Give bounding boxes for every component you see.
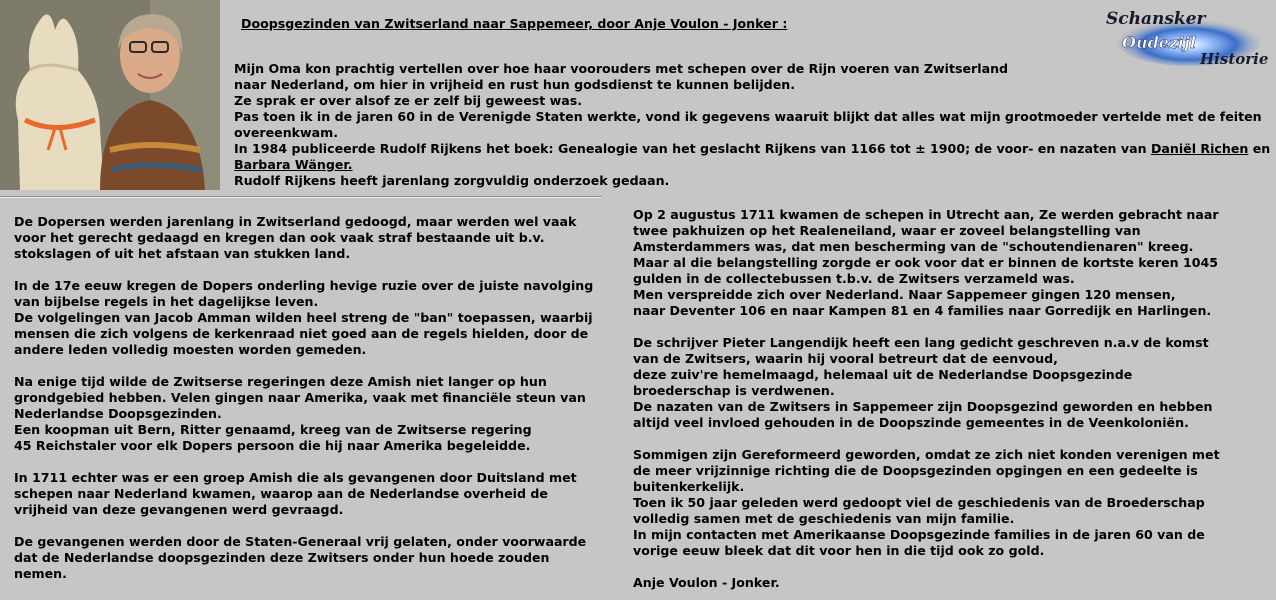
intro-line: overeenkwam. <box>234 125 339 140</box>
text-line: De nazaten van de Zwitsers in Sappemeer zijn Doopsgezind geworden en hebben <box>633 399 1213 414</box>
text-line: deze zuiv're hemelmaagd, helemaal uit de Nederlandse Doopsgezinde <box>633 367 1133 382</box>
logo-line-1: Schansker <box>1106 9 1206 29</box>
paragraph-gap <box>633 559 1263 575</box>
text-line: 45 Reichstaler voor elk Dopers persoon die hij naar Amerika begeleidde. <box>14 438 531 453</box>
logo-line-3: Historie <box>1200 50 1269 68</box>
text-line: de meer vrijzinnige richting die de Doopsgezinden opgingen en een gedeelte is <box>633 463 1198 478</box>
text-line: De gevangenen werden door de Staten-Generaal vrij gelaten, onder voorwaarde <box>14 534 587 549</box>
paragraph-gap <box>633 431 1263 447</box>
section-divider <box>0 196 602 198</box>
text-line: nemen. <box>14 566 67 581</box>
text-line: Toen ik 50 jaar geleden werd gedoopt viel de geschiedenis van de Broederschap <box>633 495 1205 510</box>
paragraph-gap <box>633 319 1263 335</box>
daniel-richen-link[interactable]: Daniël Richen <box>1150 141 1249 156</box>
text-line: Sommigen zijn Gereformeerd geworden, omdat ze zich niet konden verenigen met <box>633 447 1220 462</box>
text-line: gulden in de collectebussen t.b.v. de Zwitsers verzameld was. <box>633 271 1075 286</box>
text-line: Na enige tijd wilde de Zwitserse regeringen deze Amish niet langer op hun <box>14 374 547 389</box>
text-line: dat de Nederlandse doopsgezinden deze Zwitsers onder hun hoede zouden <box>14 550 550 565</box>
text-line: In mijn contacten met Amerikaanse Doopsgezinde families in de jaren 60 van de <box>633 527 1205 542</box>
text-line: grondgebied hebben. Velen gingen naar Amerika, vaak met financiële steun van <box>14 390 586 405</box>
text-line: van bijbelse regels in het dagelijkse leven. <box>14 294 319 309</box>
paragraph-gap <box>14 358 604 374</box>
text-line: In 1711 echter was er een groep Amish die als gevangenen door Duitsland met <box>14 470 577 485</box>
page-title: Doopsgezinden van Zwitserland naar Sappemeer, door Anje Voulon - Jonker : <box>241 16 788 31</box>
text-line: Men verspreidde zich over Nederland. Naar Sappemeer gingen 120 mensen, <box>633 287 1176 302</box>
intro-book-and: en <box>1248 141 1271 156</box>
text-line: schepen naar Nederland kwamen, waarop aan de Nederlandse overheid de <box>14 486 548 501</box>
text-line: naar Deventer 106 en naar Kampen 81 en 4 families naar Gorredijk en Harlingen. <box>633 303 1212 318</box>
text-line: Nederlandse Doopsgezinden. <box>14 406 222 421</box>
text-line: De Dopersen werden jarenlang in Zwitserland gedoogd, maar werden wel vaak <box>14 214 577 229</box>
text-line: stokslagen of uit het afstaan van stukken land. <box>14 246 351 261</box>
text-line: Een koopman uit Bern, Ritter genaamd, kreeg van de Zwitserse regering <box>14 422 532 437</box>
text-line: In de 17e eeuw kregen de Dopers onderling hevige ruzie over de juiste navolging <box>14 278 594 293</box>
intro-line: Mijn Oma kon prachtig vertellen over hoe haar voorouders met schepen over de Rijn voeren van Zwitserland <box>234 61 1009 76</box>
intro-text <box>234 61 1271 189</box>
intro-line: Ze sprak er over alsof ze er zelf bij geweest was. <box>234 93 583 108</box>
author-photo <box>0 0 220 190</box>
text-line: De volgelingen van Jacob Amman wilden heel streng de "ban" toepassen, waarbij <box>14 310 593 325</box>
logo-line-2: Oudezijl <box>1122 33 1196 52</box>
paragraph-gap <box>14 454 604 470</box>
right-column <box>633 207 1263 591</box>
paragraph-gap <box>14 262 604 278</box>
text-line: andere leden volledig moesten worden gemeden. <box>14 342 367 357</box>
author-signature: Anje Voulon - Jonker. <box>633 575 780 590</box>
intro-book-line <box>234 141 1271 157</box>
text-line: van de Zwitsers, waarin hij vooral betreurt dat de eenvoud, <box>633 351 1058 366</box>
text-line: vorige eeuw bleek dat dit voor hen in die tijd ook zo gold. <box>633 543 1045 558</box>
paragraph-gap <box>14 518 604 534</box>
intro-book-text: In 1984 publiceerde Rudolf Rijkens het boek: Genealogie van het geslacht Rijkens van 1166 tot ± 1900; de voor- en nazaten van <box>234 141 1151 156</box>
text-line: volledig samen met de geschiedenis van mijn familie. <box>633 511 1015 526</box>
left-column <box>14 214 604 582</box>
text-line: buitenkerkelijk. <box>633 479 745 494</box>
intro-book-line-2 <box>234 157 1264 173</box>
text-line: voor het gerecht gedaagd en kregen dan ook vaak straf bestaande uit b.v. <box>14 230 545 245</box>
text-line: broederschap is verdwenen. <box>633 383 835 398</box>
text-line: Amsterdammers was, dat men bescherming van de "schoutendienaren" kreeg. <box>633 239 1194 254</box>
text-line: twee pakhuizen op het Realeneiland, waar er zoveel belangstelling van <box>633 223 1141 238</box>
intro-line: naar Nederland, om hier in vrijheid en rust hun godsdienst te kunnen belijden. <box>234 77 795 92</box>
site-logo[interactable] <box>1104 4 1274 68</box>
barbara-wanger-link[interactable]: Barbara Wänger. <box>234 157 353 172</box>
text-line: Maar al die belangstelling zorgde er ook voor dat er binnen de kortste keren 1045 <box>633 255 1219 270</box>
intro-line: Pas toen ik in de jaren 60 in de Verenigde Staten werkte, vond ik gegevens waaruit blijkt dat alles wat mijn grootmoeder vertelde met de feiten <box>234 109 1262 124</box>
text-line: altijd veel invloed gehouden in de Doopszinde gemeentes in de Veenkoloniën. <box>633 415 1189 430</box>
text-line: mensen die zich volgens de kerkenraad niet goed aan de regels hielden, door de <box>14 326 589 341</box>
intro-line: Rudolf Rijkens heeft jarenlang zorgvuldig onderzoek gedaan. <box>234 173 670 188</box>
text-line: vrijheid van deze gevangenen werd gevraagd. <box>14 502 344 517</box>
text-line: De schrijver Pieter Langendijk heeft een lang gedicht geschreven n.a.v de komst <box>633 335 1209 350</box>
text-line: Op 2 augustus 1711 kwamen de schepen in Utrecht aan, Ze werden gebracht naar <box>633 207 1219 222</box>
